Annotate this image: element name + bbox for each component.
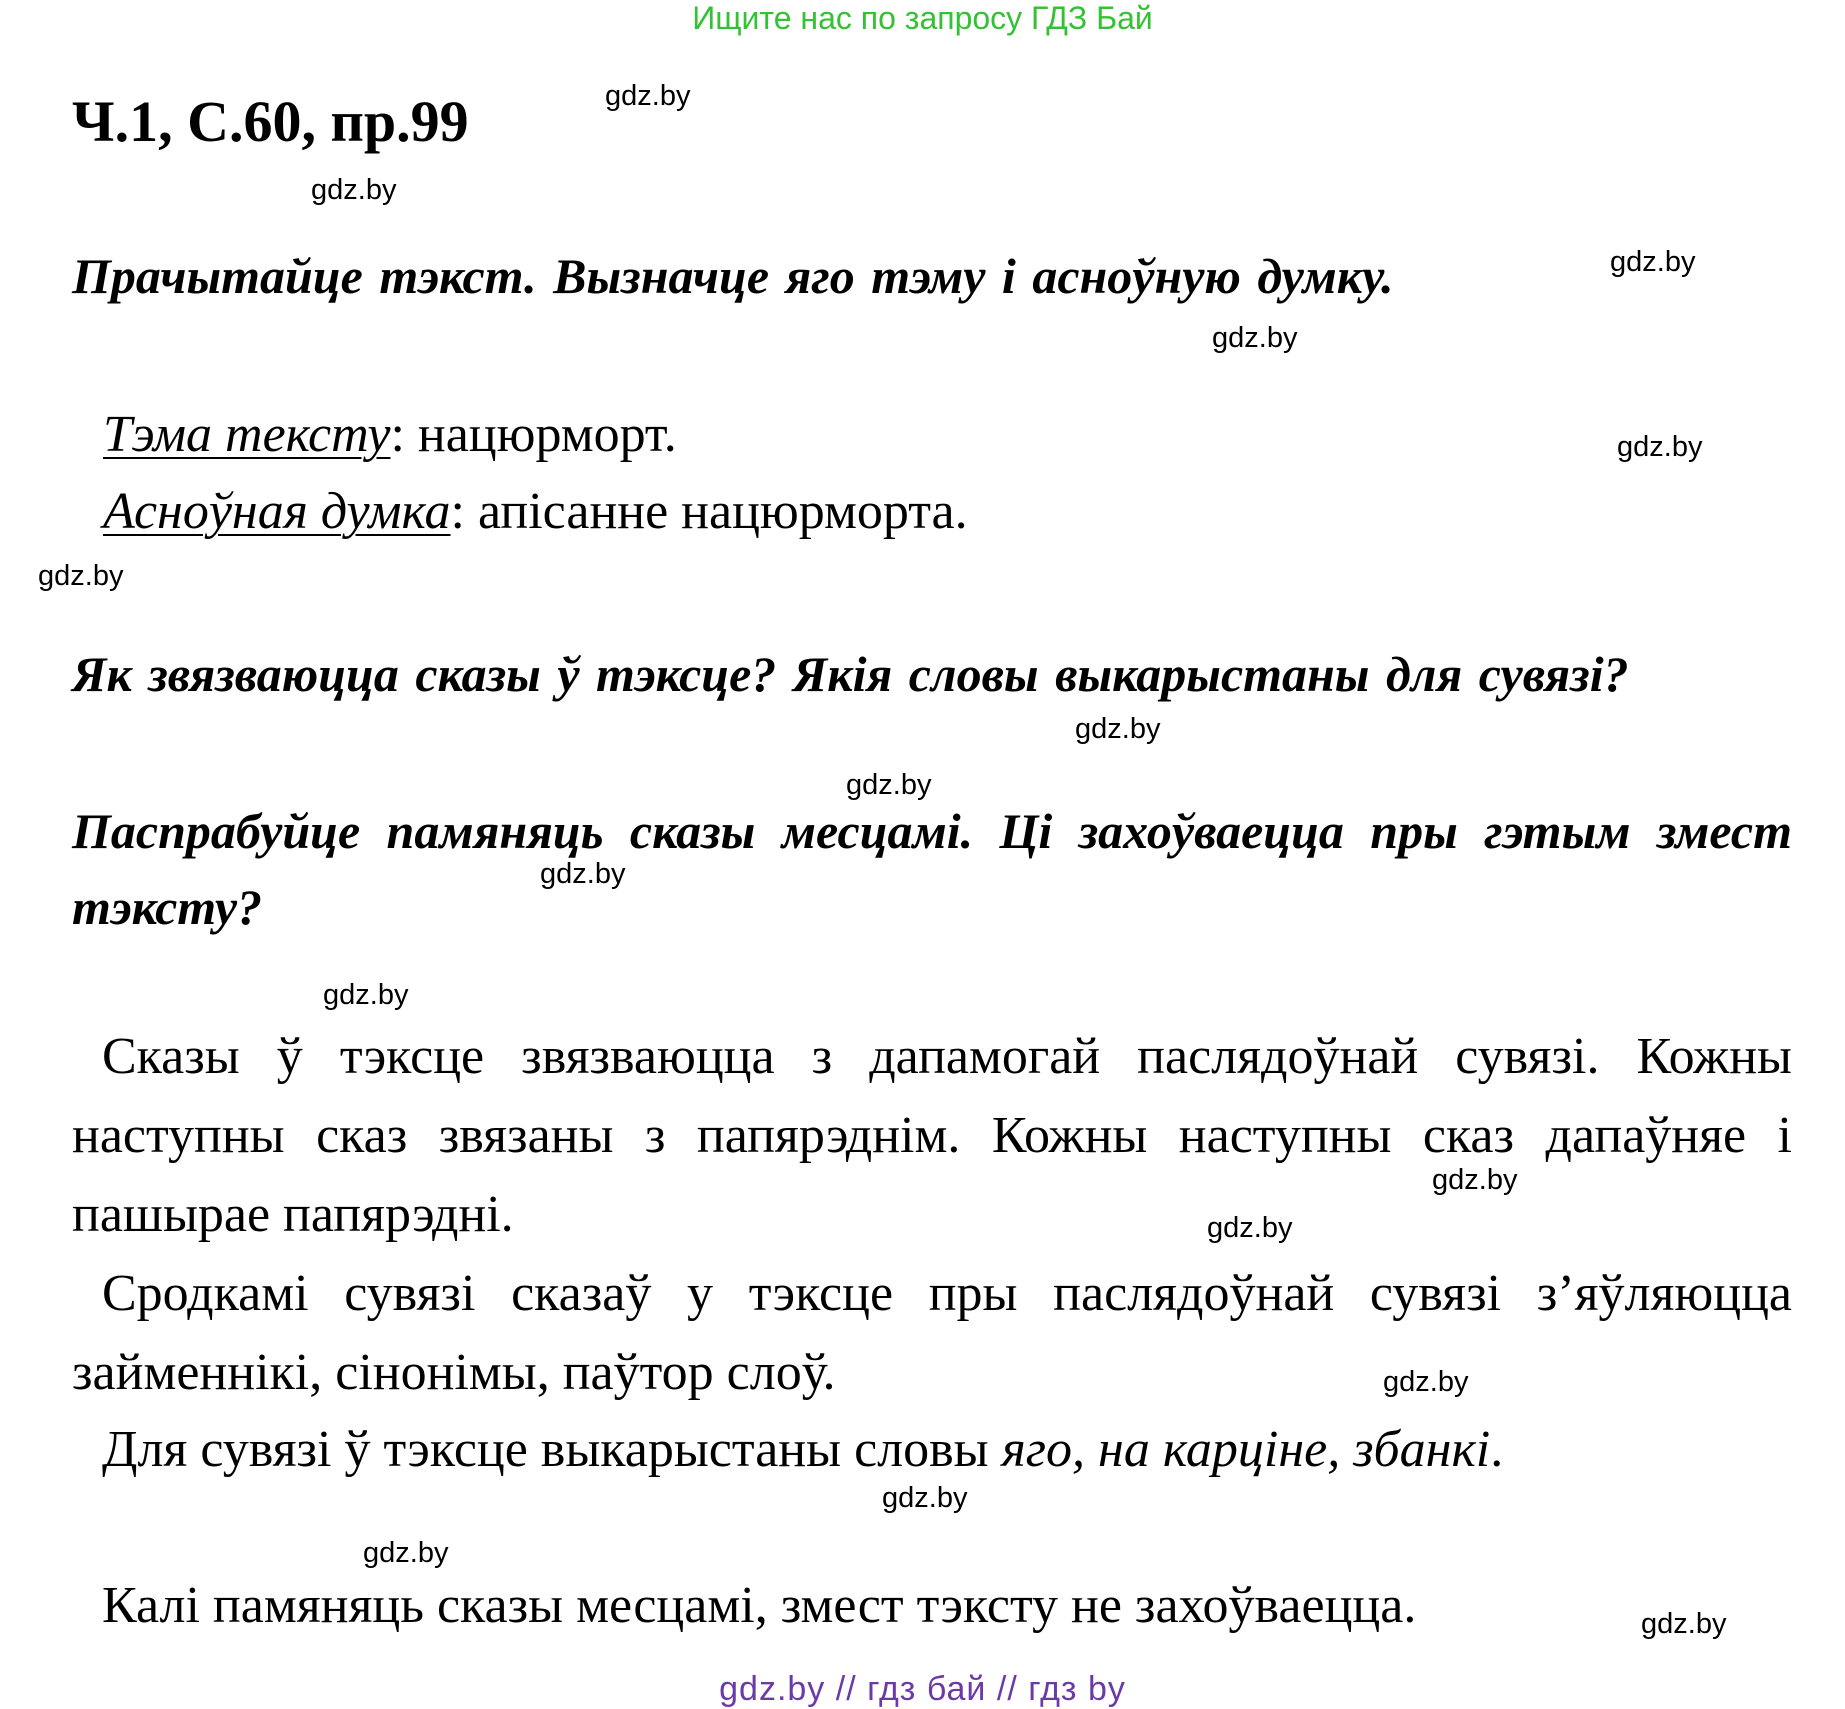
answer-paragraph-2: Сродкамі сувязі сказаў у тэксце пры паслядоўнай сувязі з’яўляюцца займеннікі, сінонімы, паўтор слоў. [72, 1265, 1792, 1401]
footer-links: gdz.by // гдз бай // гдз by [719, 1670, 1126, 1708]
theme-value: : нацюрморт. [390, 406, 677, 463]
answer-paragraph-3 [72, 1410, 1792, 1489]
task-instruction-1: Прачытайце тэкст. Вызначце яго тэму і асноўную думку. [72, 248, 1394, 304]
watermark: gdz.by [1641, 1608, 1727, 1640]
watermark: gdz.by [846, 769, 932, 801]
theme-label: Тэма тексту [103, 406, 391, 463]
watermark: gdz.by [323, 979, 409, 1011]
page-heading: Ч.1, С.60, пр.99 [72, 89, 469, 154]
answer-3-suffix: . [1490, 1421, 1504, 1478]
watermark: gdz.by [540, 858, 626, 890]
watermark: gdz.by [38, 560, 124, 592]
theme-line [103, 405, 677, 464]
top-banner: Ищите нас по запросу ГДЗ Бай [692, 0, 1153, 36]
watermark: gdz.by [1610, 246, 1696, 278]
answer-paragraph-1: Сказы ў тэксце звязваюцца з дапамогай паслядоўнай сувязі. Кожны наступны сказ звязаны з папярэднім. Кожны наступны сказ дапаўняе і пашырае папярэдні. [72, 1028, 1792, 1243]
answer-3-words: яго, на карціне, збанкі [1001, 1421, 1491, 1478]
watermark: gdz.by [1075, 713, 1161, 745]
watermark: gdz.by [1617, 431, 1703, 463]
task-instruction-3: Паспрабуйце памяняць сказы месцамі. Ці захоўваецца пры гэтым змест тэксту? [72, 803, 1792, 935]
main-idea-value: : апісанне нацюрморта. [450, 483, 968, 540]
watermark: gdz.by [311, 174, 397, 206]
watermark: gdz.by [1207, 1212, 1293, 1244]
main-idea-label: Асноўная думка [103, 483, 451, 540]
main-idea-line [103, 482, 968, 541]
watermark: gdz.by [605, 80, 691, 112]
watermark: gdz.by [1212, 322, 1298, 354]
answer-paragraph-4: Калі памяняць сказы месцамі, змест тэксту не захоўваецца. [102, 1577, 1417, 1634]
task-instruction-2: Як звязваюцца сказы ў тэксце? Якія словы выкарыстаны для сувязі? [72, 646, 1629, 702]
watermark: gdz.by [363, 1537, 449, 1569]
watermark: gdz.by [1383, 1366, 1469, 1398]
watermark: gdz.by [882, 1482, 968, 1514]
watermark: gdz.by [1432, 1164, 1518, 1196]
answer-3-prefix: Для сувязі ў тэксце выкарыстаны словы [102, 1421, 1002, 1478]
